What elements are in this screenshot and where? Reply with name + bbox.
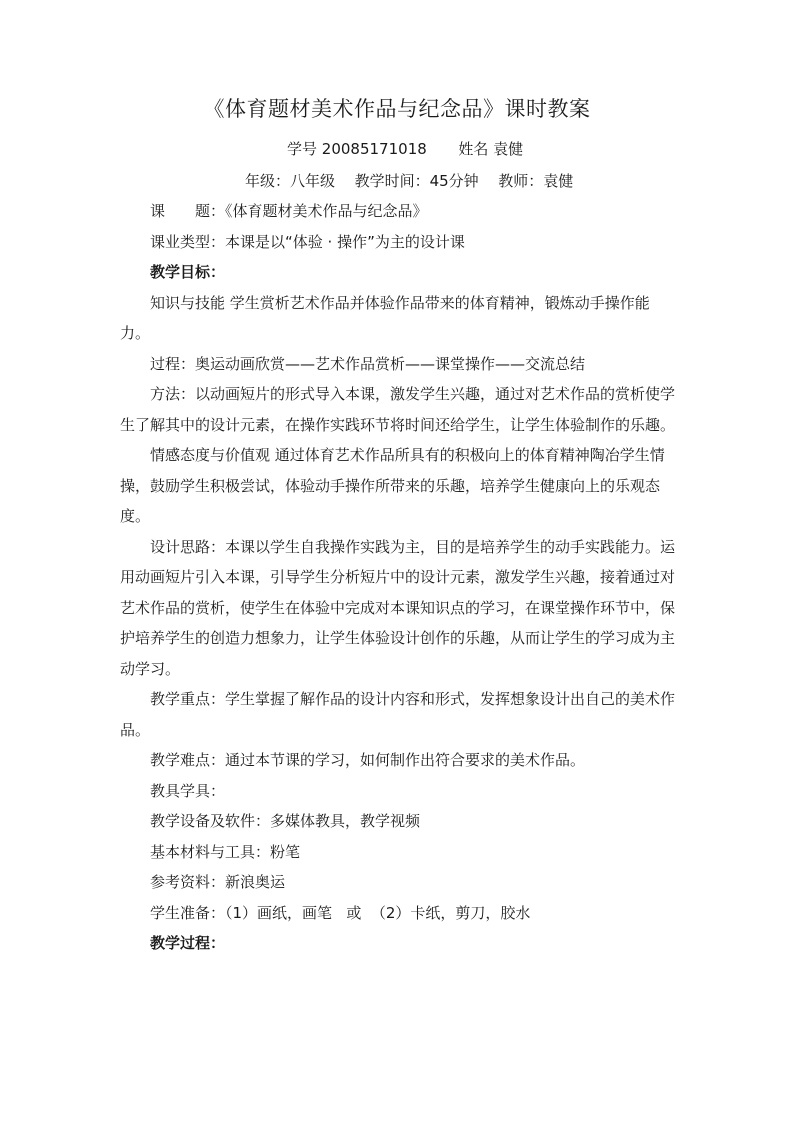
tools-heading: 教具学具： (150, 781, 226, 800)
topic-value: 《体育题材美术作品与纪念品》 (225, 202, 428, 220)
difficulty-label: 教学难点： (150, 751, 226, 769)
difficulty-text: 通过本节课的学习，如何制作出符合要求的美术作品。 (225, 751, 586, 769)
knowledge-paragraph (120, 288, 676, 349)
student-name-value: 袁健 (493, 140, 524, 158)
student-info (287, 138, 523, 159)
type-line (120, 227, 676, 258)
difficulty-paragraph (120, 745, 676, 776)
method-text: 以动画短片的形式导入本课，激发学生兴趣，通过对艺术作品的赏析使学生了解其中的设计元素，在操作实践环节将时间还给学生，让学生体验制作的乐趣。 (120, 385, 676, 434)
type-value: 本课是以“体验 · 操作”为主的设计课 (225, 232, 465, 251)
topic-label-a: 课 (150, 202, 166, 220)
emotion-text: 通过体育艺术作品所具有的积极向上的体育精神陶冶学生情操，鼓励学生积极尝试，体验动手操作所带来的乐趣，培养学生健康向上的乐观态度。 (120, 446, 665, 525)
document-body (120, 196, 676, 959)
process-paragraph (120, 349, 676, 380)
equipment-line: 教学设备及软件：多媒体教具，教学视频 (150, 812, 421, 830)
knowledge-label: 知识与技能 (150, 293, 226, 312)
process-label: 过程： (150, 354, 196, 373)
key-point-text: 学生掌握了解作品的设计内容和形式，发挥想象设计出自己的美术作品。 (120, 690, 676, 739)
key-point-paragraph (120, 684, 676, 745)
goals-heading: 教学目标： (150, 263, 226, 281)
method-paragraph (120, 379, 676, 440)
page-title: 《体育题材美术作品与纪念品》课时教案 (203, 97, 591, 121)
emotion-paragraph (120, 440, 676, 532)
emotion-label: 情感态度与价值观 (150, 446, 271, 464)
type-label: 课业类型： (150, 232, 226, 251)
materials-line: 基本材料与工具：粉笔 (150, 842, 301, 861)
topic-line (120, 196, 676, 227)
grade: 年级：八年级 (245, 172, 336, 190)
topic-label-b: 题： (195, 202, 226, 220)
key-point-label: 教学重点： (150, 690, 226, 708)
teaching-time: 教学时间：45分钟 (354, 172, 479, 190)
process-heading: 教学过程： (150, 934, 226, 952)
process-text: 奥运动画欣赏——艺术作品赏析——课堂操作——交流总结 (195, 354, 586, 373)
student-prep-line: 学生准备：（1）画纸，画笔 或 （2）卡纸，剪刀，胶水 (150, 903, 531, 922)
teacher: 教师：袁健 (498, 172, 574, 190)
lesson-meta (245, 170, 573, 191)
student-id-value: 20085171018 (321, 140, 427, 158)
design-paragraph (120, 532, 676, 685)
references-line: 参考资料：新浪奥运 (150, 873, 286, 891)
design-text: 本课以学生自我操作实践为主，目的是培养学生的动手实践能力。运用动画短片引入本课，引导学生分析短片中的设计元素，激发学生兴趣，接着通过对艺术作品的赏析，使学生在体验中完成对本课知识点的学习，在课堂操作环节中，保护培养学生的创造力想象力，让学生体验设计创作的乐趣，从而让学生的学习成为主动学习。 (120, 537, 676, 678)
design-label: 设计思路： (150, 537, 226, 556)
student-id-label: 学号 (287, 140, 318, 158)
method-label: 方法： (150, 385, 196, 403)
student-name-label: 姓名 (458, 140, 489, 158)
knowledge-text: 学生赏析艺术作品并体验作品带来的体育精神，锻炼动手操作能力。 (120, 293, 650, 342)
